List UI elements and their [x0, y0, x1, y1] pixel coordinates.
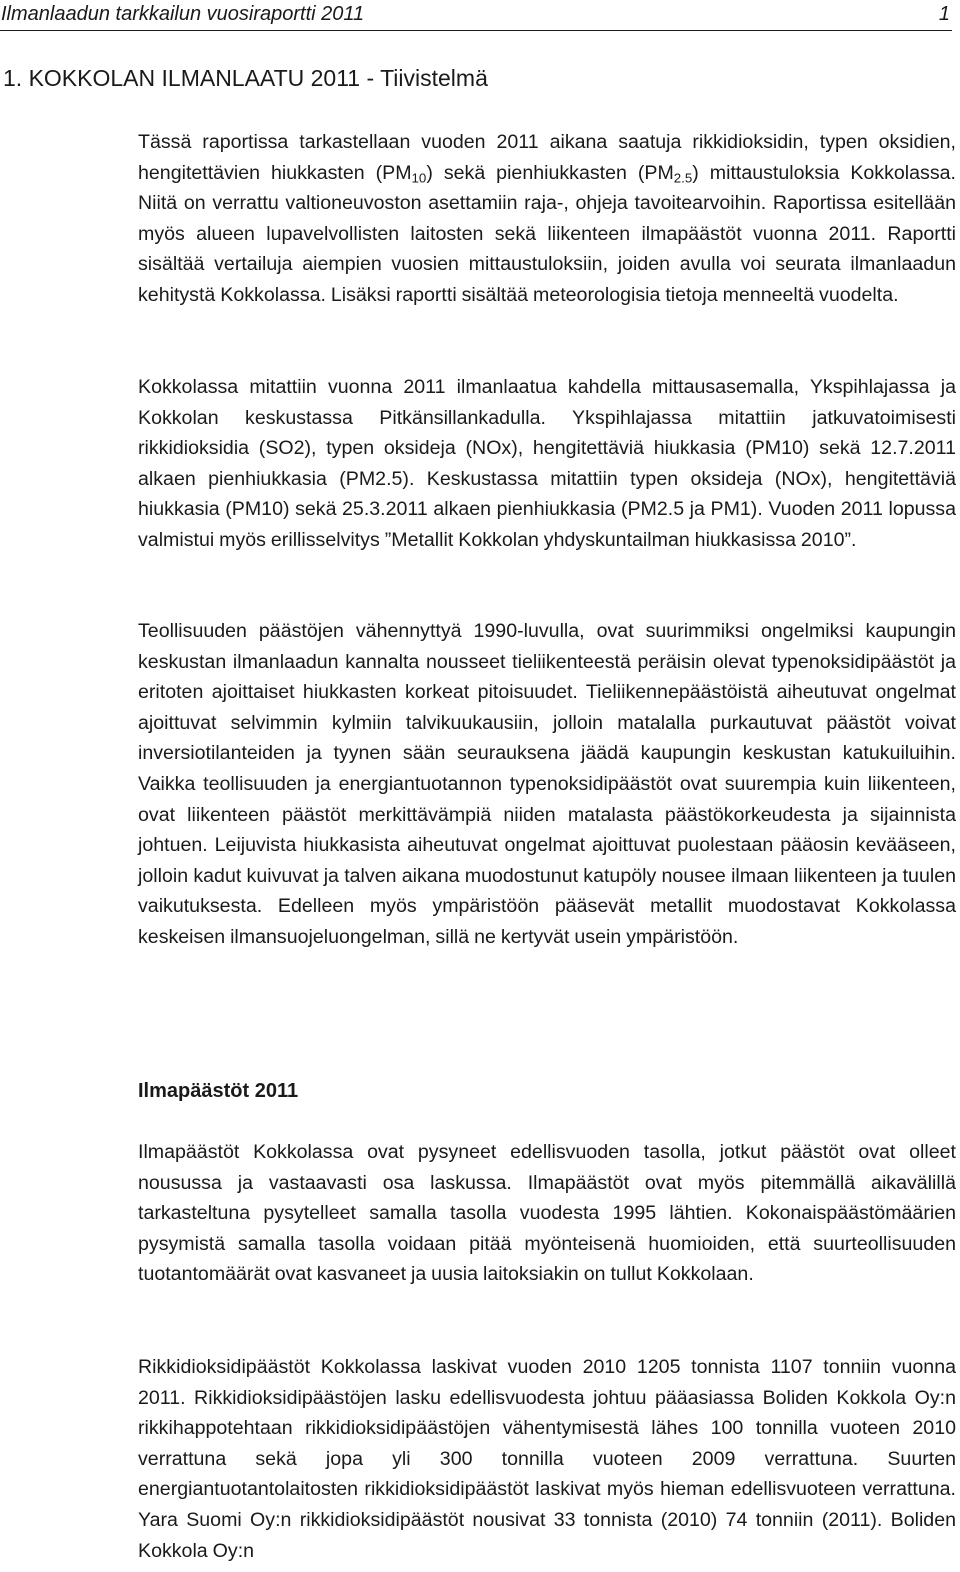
p1-text-a: Tässä raportissa tarkastellaan vuoden 2011 aikana saatuja rikkidioksidin, typen oksidien, hengitettävien hiukkasten (PM	[138, 131, 956, 184]
summary-paragraph-2: Kokkolassa mitattiin vuonna 2011 ilmanlaatua kahdella mittausasemalla, Ykspihlajassa ja Kokkolan keskustassa Pitkänsillankadulla. Ykspihlajassa mitattiin jatkuvatoimisesti rikkidioksidia (SO2), typen oksideja (NOx), hengitettäviä hiukkasia (PM10) sekä 12.7.2011 alkaen pienhiukkasia (PM2.5). Keskustassa mitattiin typen oksideja (NOx), hengitettäviä hiukkasia (PM10) sekä 25.3.2011 alkaen pienhiukkasia (PM2.5 ja PM1). Vuoden 2011 lopussa valmistui myös erillisselvitys ”Metallit Kokkolan yhdyskuntailman hiukkasissa 2010”.	[138, 376, 956, 551]
pm25-subscript: 2.5	[673, 169, 693, 185]
summary-paragraph-1	[138, 127, 956, 311]
chapter-title: 1. KOKKOLAN ILMANLAATU 2011 - Tiivistelmä	[3, 65, 488, 91]
p1-text-c: ) mittaustuloksia Kokkolassa. Niitä on verrattu valtioneuvoston asettamiin raja-, ohjeja tavoitearvoihin. Raportissa esitellään myös alueen lupavelvollisten laitosten sekä liikenteen ilmapäästöt vuonna 2011. Raportti sisältää vertailuja aiempien vuosien mittaustuloksiin, joiden avulla voi seurata ilmanlaadun kehitystä Kokkolassa. Lisäksi raportti sisältää meteorologisia tietoja menneeltä vuodelta.	[138, 161, 956, 306]
summary-paragraph-3: Teollisuuden päästöjen vähennyttyä 1990-luvulla, ovat suurimmiksi ongelmiksi kaupungin keskustan ilmanlaadun kannalta nousseet tieliikenteestä peräisin olevat typenoksidipäästöt ja eritoten ajoittaiset hiukkasten korkeat pitoisuudet. Tieliikennepäästöistä aiheutuvat ongelmat ajoittuvat selvimmin kylmiin talvikuukausiin, jolloin matalalla purkautuvat päästöt voivat inversiotilanteiden ja tyynen sään seurauksena jäädä kaupungin keskustan katukuiluihin. Vaikka teollisuuden ja energiantuotannon typenoksidipäästöt ovat suurempia kuin liikenteen, ovat liikenteen päästöt merkittävämpiä niiden matalasta päästökorkeudesta ja sijainnista johtuen. Leijuvista hiukkasista aiheutuvat ongelmat ajoittuvat puolestaan pääosin kevääseen, jolloin kadut kuivuvat ja talven aikana muodostunut katupöly nousee ilmaan liikenteen ja tuulen vaikutuksesta. Edelleen myös ympäristöön pääsevät metallit muodostavat Kokkolassa keskeisen ilmansuojeluongelman, sillä ne kertyvät usein ympäristöön.	[138, 620, 956, 948]
pm10-subscript: 10	[411, 169, 427, 185]
document-title: Ilmanlaadun tarkkailun vuosiraportti 2011	[1, 3, 365, 25]
running-header	[0, 0, 952, 31]
emissions-paragraph-2: Rikkidioksidipäästöt Kokkolassa laskivat vuoden 2010 1205 tonnista 1107 tonniin vuonna 2011. Rikkidioksidipäästöjen lasku edellisvuodesta johtuu pääasiassa Boliden Kokkola Oy:n rikkihappotehtaan rikkidioksidipäästöjen vähentymisestä lähes 100 tonnilla vuoteen 2010 verrattuna sekä jopa yli 300 tonnilla vuoteen 2009 verrattuna. Suurten energiantuotantolaitosten rikkidioksidipäästöt laskivat myös hieman edellisvuoteen verrattuna. Yara Suomi Oy:n rikkidioksidipäästöt nousivat 33 tonnista (2010) 74 tonniin (2011). Boliden Kokkola Oy:n	[138, 1356, 956, 1562]
emissions-paragraph-1: Ilmapäästöt Kokkolassa ovat pysyneet edellisvuoden tasolla, jotkut päästöt ovat olleet nousussa ja vastaavasti osa laskussa. Ilmapäästöt ovat myös pitemmällä aikavälillä tarkasteltuna pysytelleet samalla tasolla vuodesta 1995 lähtien. Kokonaispäästömäärien pysymistä samalla tasolla voidaan pitää myönteisenä huomioiden, että suurteollisuuden tuotantomäärät ovat kasvaneet ja uusia laitoksiakin on tullut Kokkolaan.	[138, 1141, 956, 1286]
p1-text-b: ) sekä pienhiukkasten (PM	[426, 161, 674, 184]
page-number: 1	[938, 3, 950, 25]
section-heading-emissions: Ilmapäästöt 2011	[138, 1080, 299, 1102]
